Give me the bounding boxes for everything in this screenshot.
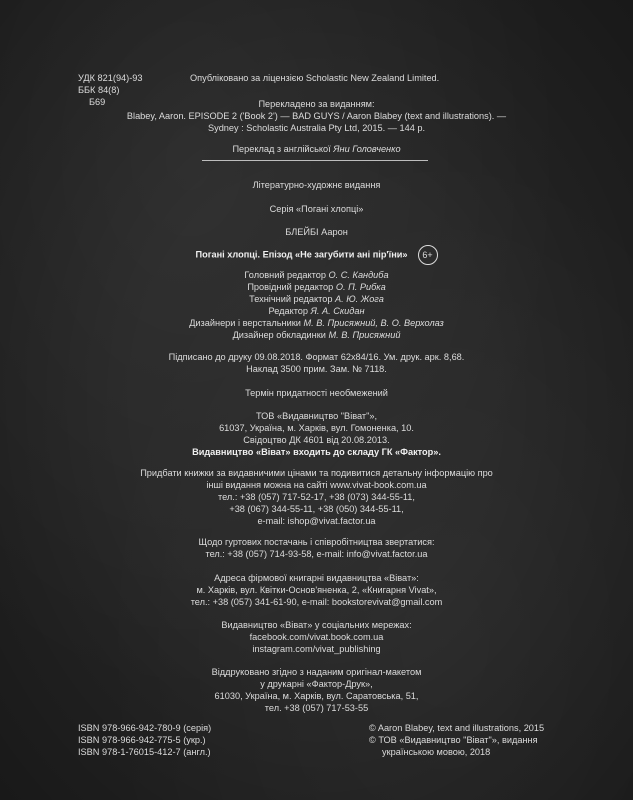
copyright-block [369, 722, 544, 758]
publisher-block [0, 410, 633, 458]
credit-line: Головний редактор О. С. Кандиба [244, 270, 389, 280]
buy-info-line: інші видання можна на сайті www.vivat-book.com.ua [206, 480, 427, 490]
print-info-line: Наклад 3500 прим. Зам. № 7118. [246, 364, 387, 374]
translation-label: Переклад з англійської [232, 144, 331, 154]
isbn-line: ISBN 978-966-942-780-9 (серія) [78, 723, 212, 733]
credit-line: Редактор Я. А. Скидан [268, 306, 365, 316]
title-line [0, 245, 633, 265]
printing-line: 61030, Україна, м. Харків, вул. Саратовська, 51, [214, 691, 419, 701]
wholesale-block [0, 536, 633, 560]
series: Серія «Погані хлопці» [269, 204, 364, 214]
buy-info-line: тел.: +38 (057) 717-52-17, +38 (073) 344-55-11, [218, 492, 415, 502]
store-line: м. Харків, вул. Квітки-Основ'яненка, 2, «Книгарня Vivat», [196, 585, 437, 595]
buy-info-block [0, 467, 633, 527]
genre: Літературно-художнє видання [252, 180, 381, 190]
shelf-life: Термін придатності необмежений [245, 388, 388, 398]
facebook-link[interactable]: facebook.com/vivat.book.com.ua [249, 632, 384, 642]
buy-info-line: Придбати книжки за видавничими цінами та подивитися детальну інформацію про [140, 468, 493, 478]
instagram-link[interactable]: instagram.com/vivat_publishing [252, 644, 381, 654]
age-rating-badge: 6+ [418, 245, 438, 265]
wholesale-line: Щодо гуртових постачань і співробітництва звертатися: [198, 537, 435, 547]
translated-from-line: Перекладено за виданням: [258, 99, 375, 109]
publisher-line: ТОВ «Видавництво "Віват"», [255, 411, 378, 421]
translator-name: Яни Головченко [333, 144, 401, 154]
printing-line: Віддруковано згідно з наданим оригінал-макетом [211, 667, 422, 677]
credit-line: Дизайнери і верстальники М. В. Присяжний, В. О. Верхолаз [189, 318, 444, 328]
copyright-line: © ТОВ «Видавництво "Віват"», видання [369, 735, 538, 745]
book-title: Погані хлопці. Епізод «Не загубити ані пір'їни» [195, 249, 408, 260]
social-block [0, 619, 633, 655]
publisher-line: Свідоцтво ДК 4601 від 20.08.2013. [243, 435, 390, 445]
bbk-code: ББК 84(8) [78, 85, 120, 95]
translated-from-block [0, 98, 633, 134]
translated-from-line: Sydney : Scholastic Australia Pty Ltd, 2015. — 144 p. [207, 123, 426, 133]
credit-line: Технічний редактор А. Ю. Жога [249, 294, 384, 304]
print-info-block [0, 351, 633, 375]
copyright-line: © Aaron Blabey, text and illustrations, 2015 [369, 723, 545, 733]
author-sign: Б69 [89, 97, 106, 107]
publisher-line: 61037, Україна, м. Харків, вул. Гомоненка, 10. [219, 423, 414, 433]
license-line: Опубліковано за ліцензією Scholastic New Zealand Limited. [190, 73, 440, 83]
social-line: Видавництво «Віват» у соціальних мережах: [221, 620, 412, 630]
credit-line: Провідний редактор О. П. Рибка [247, 282, 386, 292]
store-block [0, 572, 633, 608]
buy-info-line: e-mail: ishop@vivat.factor.ua [257, 516, 376, 526]
printing-line: у друкарні «Фактор-Друк», [260, 679, 373, 689]
printing-block [0, 666, 633, 714]
credits-block [0, 269, 633, 341]
isbn-block [78, 722, 211, 758]
credit-line: Дизайнер обкладинки М. В. Присяжний [232, 330, 401, 340]
translated-from-line: Blabey, Aaron. EPISODE 2 ('Book 2') — BAD GUYS / Aaron Blabey (text and illustrations). — [126, 111, 507, 121]
isbn-line: ISBN 978-966-942-775-5 (укр.) [78, 735, 206, 745]
printing-line: тел. +38 (057) 717-53-55 [264, 703, 369, 713]
print-info-line: Підписано до друку 09.08.2018. Формат 62х84/16. Ум. друк. арк. 8,68. [168, 352, 465, 362]
divider [202, 160, 428, 161]
udk-code: УДК 821(94)-93 [78, 73, 143, 83]
translation-credit [0, 143, 633, 155]
publisher-note: Видавництво «Віват» входить до складу ГК «Фактор». [192, 447, 441, 457]
buy-info-line: +38 (067) 344-55-11, +38 (050) 344-55-11, [229, 504, 404, 514]
isbn-line: ISBN 978-1-76015-412-7 (англ.) [78, 747, 211, 757]
copyright-line: українською мовою, 2018 [382, 747, 491, 757]
store-line: Адреса фірмової книгарні видавництва «Віват»: [214, 573, 419, 583]
store-line: тел.: +38 (057) 341-61-90, e-mail: bookstorevivat@gmail.com [190, 597, 443, 607]
author: БЛЕЙБІ Аарон [285, 227, 348, 237]
wholesale-line: тел.: +38 (057) 714-93-58, e-mail: info@vivat.factor.ua [205, 549, 428, 559]
